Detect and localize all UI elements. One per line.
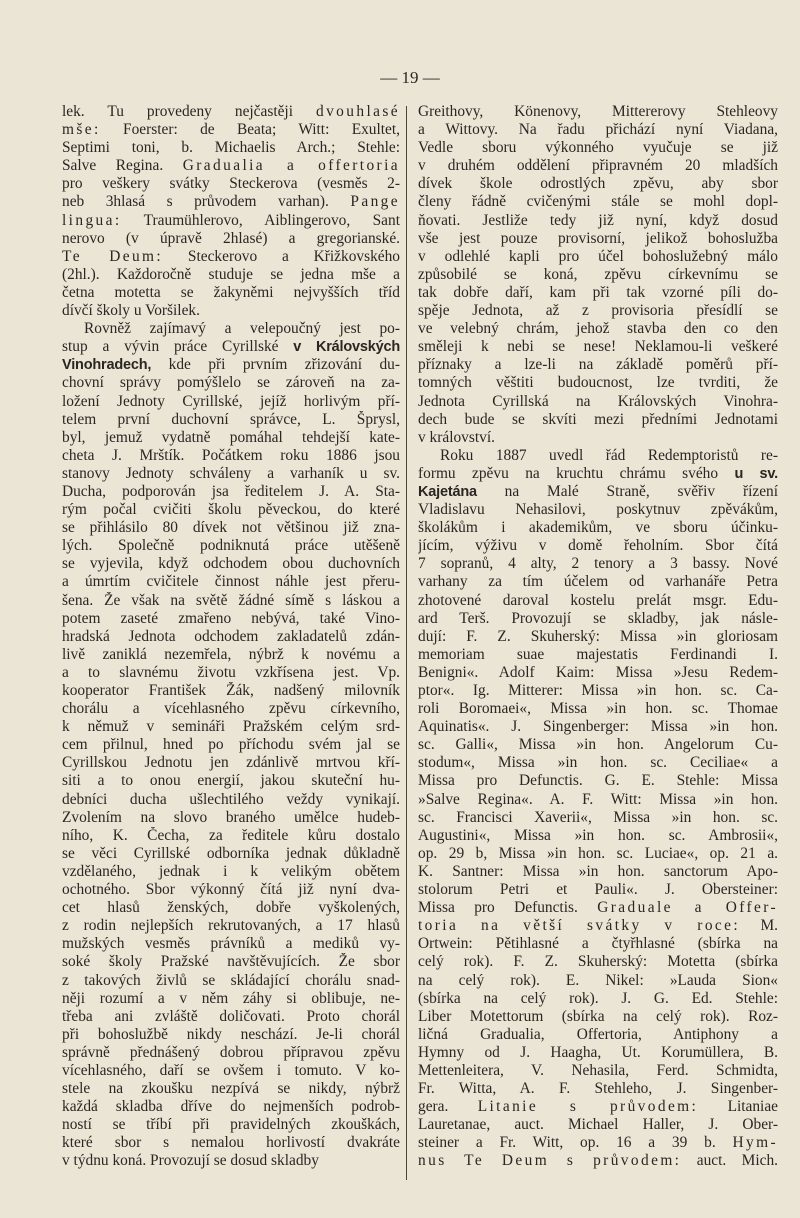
- text-line: [62, 1134, 400, 1152]
- text-line: [418, 1026, 778, 1044]
- text-line: [418, 1062, 778, 1080]
- text-line: [418, 266, 778, 284]
- text-line: [62, 953, 400, 971]
- text-line: [418, 103, 778, 121]
- text-run: mužských vesměs právníků a mediků vy-: [62, 935, 400, 953]
- text-run: chovní správy pomýšlelo se zároveň na za-: [62, 374, 400, 392]
- text-run: vše jest pouze provisorní, jelikož bohoslužba: [418, 229, 778, 247]
- text-line: [62, 682, 400, 700]
- text-run: Jednota Cyrillská na Královských Vinohra-: [418, 392, 778, 410]
- text-run: Cyrillskou Jednotu jen zdánlivě mrtvou kří-: [62, 754, 400, 772]
- text-run: lých. Společně podniknutá práce utěšeně: [62, 537, 400, 555]
- text-line: [418, 193, 778, 211]
- right-column: [418, 103, 778, 1171]
- text-run: Lauretanae, auct. Michael Haller, J. Ober-: [418, 1116, 778, 1134]
- text-run: Ortwein: Pětihlasné a čtyřhlasné (sbírka na: [418, 935, 778, 953]
- text-run: zhotovené daroval kostelu prelát msgr. Edu-: [418, 591, 778, 609]
- text-line: [418, 863, 778, 881]
- text-line: [418, 1152, 778, 1170]
- text-line: [418, 555, 778, 573]
- text-line: [62, 537, 400, 555]
- text-run: správně přednášený dobrou přípravou zpěvu: [62, 1043, 400, 1061]
- page-number: — 19 —: [380, 68, 440, 87]
- text-line: [62, 483, 400, 501]
- text-run: tomných věštiti budoucnost, lze tvrditi, že: [418, 374, 778, 392]
- text-run: v druhém oddělení připravném 20 mladších: [418, 157, 778, 175]
- text-line: [418, 230, 778, 248]
- text-run: gera.: [418, 1098, 478, 1116]
- text-line: [62, 1062, 400, 1080]
- text-line: [418, 628, 778, 646]
- left-column: [62, 103, 400, 1171]
- text-line: [418, 302, 778, 320]
- text-run: stele na zkoušku nezpívá se nikdy, nýbrž: [62, 1080, 400, 1098]
- text-line: [418, 429, 778, 447]
- text-line: [62, 374, 400, 392]
- spaced-text-run: mše:: [62, 121, 101, 139]
- text-line: [418, 483, 778, 501]
- text-run: stup a vývin práce Cyrillské: [62, 338, 294, 356]
- text-run: ňovati. Jestliže tedy již nyní, když dosud: [418, 211, 778, 229]
- spaced-text-run: Te Deum:: [62, 247, 164, 265]
- text-line: [62, 972, 400, 990]
- text-run: Benigni«. Adolf Kaim: Missa »Jesu Redem-: [418, 663, 778, 681]
- text-line: [418, 465, 778, 483]
- text-run: stanovy Jednoty schváleny a varhaník u sv.: [62, 464, 400, 482]
- text-run: ptor«. Ig. Mitterer: Missa »in hon. sc. Ca-: [418, 682, 778, 699]
- text-line: [62, 990, 400, 1008]
- text-run: něji rozumí a v něm záhy si oblibuje, ne-: [62, 989, 400, 1007]
- text-line: [418, 320, 778, 338]
- text-run: varhany za tím účelem od varhanáře Petra: [418, 573, 778, 591]
- text-run: pro veškery svátky Steckerova (vesměs 2-: [62, 175, 400, 193]
- text-line: [418, 718, 778, 736]
- text-run: na celý rok). E. Nikel: »Lauda Sion«: [418, 971, 778, 989]
- column-divider: [406, 106, 407, 1180]
- text-run: Septimi toni, b. Michaelis Arch.; Stehle:: [62, 139, 400, 157]
- text-run: memoriam suae majestatis Ferdinandi I.: [418, 645, 778, 663]
- text-run: debníci ducha ušlechtilého veždy vynikají.: [62, 790, 400, 808]
- text-line: [62, 519, 400, 537]
- text-run: vzdělaného, jednak i k velikým obětem: [62, 862, 400, 880]
- text-line: [418, 845, 778, 863]
- text-run: na Malé Straně, svěřiv řízení: [476, 482, 778, 500]
- text-line: [418, 537, 778, 555]
- text-line: [62, 791, 400, 809]
- spaced-text-run: toria na větší svátky v roce:: [418, 917, 741, 935]
- bold-text-run: u sv.: [734, 465, 778, 482]
- text-run: členy řádně cvičenými stále se mohl dopl-: [418, 193, 778, 211]
- text-line: [418, 157, 778, 175]
- text-run: M.: [740, 917, 778, 935]
- text-line: [418, 899, 778, 917]
- text-line: [418, 917, 778, 935]
- text-line: [418, 1008, 778, 1026]
- text-run: hradská Jednota odchodem zakladatelů zdán-: [62, 627, 400, 645]
- text-run: (2hl.). Každoročně studuje se jedna mše a: [62, 265, 400, 283]
- text-run: celý rok). F. Z. Skuherský: Motetta (sbírka: [418, 953, 778, 971]
- text-run: ností se tříbí při pravidelných zkouškách,: [62, 1116, 400, 1134]
- text-line: [62, 139, 400, 157]
- text-run: jícím, výživu v domě řeholním. Sbor čítá: [418, 537, 778, 555]
- text-run: livě zaniklá nezemřela, nýbrž k novému a: [62, 645, 400, 663]
- text-run: stodum«, Missa »in hon. sc. Ceciliae« a: [418, 754, 778, 772]
- text-line: [62, 592, 400, 610]
- text-run: k němuž v semináři Pražském celým srd-: [62, 718, 400, 736]
- text-line: [62, 1152, 400, 1170]
- text-line: [418, 393, 778, 411]
- text-run: dech bude se skvíti mezi předními Jednotami: [418, 410, 778, 428]
- text-line: [62, 157, 400, 175]
- text-run: šena. Že však na světě žádné símě s láskou a: [62, 591, 400, 609]
- text-line: [62, 1098, 400, 1116]
- text-run: vícehlasného, daří se ovšem i tomuto. V ko-: [62, 1061, 400, 1079]
- text-run: způsobilé se koná, zpěvu církevnímu se: [418, 265, 778, 283]
- text-line: [62, 447, 400, 465]
- text-line: [418, 1044, 778, 1062]
- text-run: K. Santner: Missa »in hon. sanctorum Apo-: [418, 862, 778, 880]
- text-run: školákům i akademikům, ve sboru účinku-: [418, 519, 778, 537]
- text-run: se věci Cyrillské odborníka jednak důkladně: [62, 844, 400, 862]
- text-run: každá skladba dříve do nejmenších podrob-: [62, 1098, 400, 1116]
- text-line: [418, 139, 778, 157]
- text-run: tak dobře daří, kam při tak vzorné píli do-: [418, 283, 778, 301]
- text-line: [62, 863, 400, 881]
- text-run: roli Boromaei«, Missa »in hon. sc. Thomae: [418, 700, 778, 718]
- text-run: Litaniae: [698, 1098, 778, 1116]
- text-line: [418, 121, 778, 139]
- text-line: [62, 248, 400, 266]
- text-line: [418, 248, 778, 266]
- text-line: [418, 791, 778, 809]
- text-run: příznaky a lze-li na základě poměrů pří-: [418, 356, 778, 374]
- text-line: [418, 284, 778, 302]
- text-line: [418, 736, 778, 754]
- text-run: při bohoslužbě nikdy neschází. Je-li chorál: [62, 1025, 400, 1043]
- text-line: [418, 573, 778, 591]
- text-line: [62, 700, 400, 718]
- text-run: 7 sopranů, 4 alty, 2 tenory a 3 bassy. Nové: [418, 555, 778, 573]
- text-run: které sbor s nemalou horlivostí dvakráte: [62, 1134, 400, 1152]
- text-run: neb 3hlasá s průvodem varhan).: [62, 193, 351, 211]
- text-line: [62, 1080, 400, 1098]
- text-run: spěje Jednota, až z provisoria přesídlí se: [418, 302, 778, 320]
- text-run: Foerster: de Beata; Witt: Exultet,: [100, 121, 400, 139]
- text-line: [418, 972, 778, 990]
- text-run: Traumühlerovo, Aiblingerovo, Sant: [121, 211, 400, 229]
- text-line: [418, 1098, 778, 1116]
- text-line: [418, 990, 778, 1008]
- text-run: Aquinatis«. J. Singenberger: Missa »in hon.: [418, 718, 778, 736]
- text-run: dují: F. Z. Skuherský: Missa »in gloriosam: [418, 627, 778, 645]
- text-run: steiner a Fr. Witt, op. 16 a 39 b.: [418, 1134, 733, 1152]
- text-line: [62, 212, 400, 230]
- text-run: Steckerovo a Křižkovského: [163, 247, 400, 265]
- text-run: Hymny od J. Haagha, Ut. Korumüllera, B.: [418, 1043, 778, 1061]
- text-run: Missa pro Defunctis. G. E. Stehle: Missa: [418, 772, 778, 790]
- text-run: siti a to onou energií, jakou skuteční hu-: [62, 772, 400, 790]
- text-line: [418, 447, 778, 465]
- text-line: [62, 103, 400, 121]
- text-line: [62, 193, 400, 211]
- text-run: Missa pro Defunctis.: [418, 899, 598, 917]
- text-run: sc. Francisci Xaverii«, Missa »in hon. sc.: [418, 808, 778, 826]
- text-run: dívčí školy u Voršilek.: [62, 302, 200, 320]
- text-run: auct. Mich.: [681, 1152, 778, 1170]
- text-run: a to slavnému životu vzkřísena jest. Vp.: [62, 663, 400, 681]
- text-run: nerovo (v úpravě 2hlasé) a gregorianské.: [62, 229, 400, 247]
- text-line: [62, 1008, 400, 1026]
- text-run: cem přilnul, hned po příchodu svém jal se: [62, 736, 400, 754]
- text-line: [62, 121, 400, 139]
- text-line: [62, 935, 400, 953]
- text-run: (sbírka na celý rok). J. G. Ed. Stehle:: [418, 989, 778, 1007]
- text-run: »Salve Regina«. A. F. Witt: Missa »in hon.: [418, 790, 778, 808]
- text-run: v týdnu koná. Provozují se dosud skladby: [62, 1152, 319, 1170]
- text-line: [418, 664, 778, 682]
- spaced-text-run: dvouhlasé: [315, 103, 400, 120]
- text-run: Augustini«, Missa »in hon. sc. Ambrosii«,: [418, 826, 778, 844]
- text-run: ličná Gradualia, Offertoria, Antiphony a: [418, 1025, 778, 1043]
- text-run: byl, jemuž vydatně pomáhal tehdejší kate-: [62, 428, 400, 446]
- text-line: [418, 881, 778, 899]
- text-line: [62, 1044, 400, 1062]
- text-line: [62, 411, 400, 429]
- text-line: [418, 501, 778, 519]
- text-line: [62, 429, 400, 447]
- text-run: směleji k nebi se nese! Neklamou-li veškeré: [418, 338, 778, 356]
- text-run: z takových živlů se skládající chorálu snad-: [62, 971, 400, 989]
- text-line: [62, 465, 400, 483]
- text-line: [62, 646, 400, 664]
- text-run: dívek škole odrostlých zpěvu, aby sbor: [418, 175, 778, 193]
- text-run: rým počal cvičiti školu pěveckou, do které: [62, 501, 400, 519]
- text-run: ve velebný chrám, jehož stavba den co den: [418, 320, 778, 338]
- text-line: [62, 284, 400, 302]
- text-run: op. 29 b, Missa »in hon. sc. Luciae«, op. 21 a.: [418, 844, 778, 862]
- text-run: třeba ani zvláště doličovati. Proto chorál: [62, 1007, 400, 1025]
- text-line: [418, 411, 778, 429]
- text-line: [62, 1116, 400, 1134]
- text-run: Zvolením na slovo braného umělce hudeb-: [62, 808, 400, 826]
- text-line: [418, 356, 778, 374]
- text-line: [62, 827, 400, 845]
- text-run: a úmrtím cvičitele činnost náhle jest přeru-: [62, 573, 400, 591]
- text-line: [62, 356, 400, 374]
- text-run: ložení Jednoty Cyrillské, jejíž horlivým pří-: [62, 392, 400, 410]
- text-run: Vladislavu Nehasilovi, poskytnuv zpěvákům,: [418, 501, 778, 519]
- text-line: [418, 374, 778, 392]
- text-line: [62, 664, 400, 682]
- text-line: [62, 899, 400, 917]
- text-run: soké školy Pražské navštěvujících. Že sbor: [62, 953, 400, 971]
- text-line: [418, 592, 778, 610]
- text-run: Mettenleitera, V. Nehasila, Ferd. Schmidta,: [418, 1061, 778, 1079]
- spaced-text-run: nus Te Deum s průvodem:: [418, 1152, 682, 1170]
- text-run: ard Terš. Provozují se skladby, jak násle-: [418, 609, 778, 627]
- text-line: [62, 175, 400, 193]
- text-line: [418, 338, 778, 356]
- text-line: [418, 772, 778, 790]
- bold-text-run: Vinohradech,: [62, 357, 152, 374]
- text-run: Liber Motettorum (sbírka na celý rok). Roz-: [418, 1007, 778, 1025]
- text-run: se přihlásilo 80 dívek not většinou již zna-: [62, 519, 400, 537]
- spaced-text-run: Graduale a Offer-: [597, 899, 778, 917]
- text-run: v království.: [418, 428, 495, 446]
- text-line: [62, 338, 400, 356]
- text-line: [62, 1026, 400, 1044]
- text-line: [62, 917, 400, 935]
- text-run: z rodin nejlepších rekrutovaných, a 17 hlasů: [62, 917, 400, 935]
- text-run: sc. Galli«, Missa »in hon. Angelorum Cu-: [418, 736, 778, 754]
- text-line: [418, 700, 778, 718]
- text-run: Fr. Witta, A. F. Stehleho, J. Singenber-: [418, 1080, 778, 1098]
- text-run: cet hlasů ženských, dobře vyškolených,: [62, 899, 400, 917]
- spaced-text-run: Gradualia a offertoria: [182, 157, 400, 175]
- text-line: [62, 393, 400, 411]
- bold-text-run: v Královských: [293, 339, 400, 356]
- text-line: [418, 935, 778, 953]
- spaced-text-run: Hym-: [732, 1134, 778, 1152]
- text-run: Salve Regina.: [62, 157, 183, 175]
- text-run: chorálu a vícehlasného zpěvu církevního,: [62, 700, 400, 718]
- text-run: cheta J. Mrštík. Počátkem roku 1886 jsou: [62, 446, 400, 464]
- text-line: [418, 1080, 778, 1098]
- text-line: [418, 809, 778, 827]
- text-line: [62, 845, 400, 863]
- text-run: potem zaseté zmařeno nebývá, také Vino-: [62, 609, 400, 627]
- text-line: [62, 610, 400, 628]
- text-line: [418, 175, 778, 193]
- text-run: stolorum Petri et Pauli«. J. Obersteiner:: [418, 881, 778, 899]
- text-run: v odlehlé kapli pro účel bohoslužebný málo: [418, 247, 778, 265]
- text-line: [62, 628, 400, 646]
- text-line: [418, 212, 778, 230]
- text-line: [62, 754, 400, 772]
- text-run: Rovněž zajímavý a velepoučný jest po-: [84, 320, 400, 338]
- text-line: [62, 573, 400, 591]
- text-line: [418, 754, 778, 772]
- spaced-text-run: Litanie s průvodem:: [477, 1098, 699, 1116]
- text-run: se vyjevila, když odchodem obou duchovních: [62, 555, 400, 573]
- text-run: formu zpěvu na kruchtu chrámu svého: [418, 464, 735, 482]
- text-line: [418, 682, 778, 700]
- text-line: [418, 610, 778, 628]
- text-line: [62, 266, 400, 284]
- text-run: ního, K. Čecha, za ředitele kůru dostalo: [62, 826, 400, 844]
- text-line: [62, 772, 400, 790]
- text-line: [62, 501, 400, 519]
- text-line: [62, 809, 400, 827]
- text-line: [418, 519, 778, 537]
- text-line: [62, 302, 400, 320]
- text-run: lek. Tu provedeny nejčastěji: [62, 103, 316, 120]
- text-line: [418, 1134, 778, 1152]
- text-run: Ducha, podporován jsa ředitelem J. A. Sta-: [62, 482, 400, 500]
- text-line: [418, 646, 778, 664]
- text-run: kooperator František Žák, nadšený milovník: [62, 682, 400, 699]
- spaced-text-run: lingua:: [62, 211, 122, 229]
- text-run: a Wittovy. Na řadu přichází nyní Viadana,: [418, 121, 778, 139]
- text-line: [62, 736, 400, 754]
- text-line: [62, 230, 400, 248]
- text-run: četna motetta se žakyněmi nejvyšších tříd: [62, 283, 400, 301]
- text-line: [62, 718, 400, 736]
- spaced-text-run: Pange: [350, 193, 400, 211]
- text-line: [62, 320, 400, 338]
- text-line: [418, 953, 778, 971]
- text-line: [418, 827, 778, 845]
- bold-text-run: Kajetána: [418, 483, 477, 500]
- text-run: Roku 1887 uvedl řád Redemptoristů re-: [440, 446, 778, 464]
- text-run: Vedle sboru výkonného vyučuje se již: [418, 139, 778, 157]
- text-line: [62, 555, 400, 573]
- text-run: Greithovy, Könenovy, Mittererovy Stehleovy: [418, 103, 778, 120]
- text-run: kde při prvním zřizování du-: [151, 356, 400, 374]
- text-run: telem první duchovní správce, L. Šprysl,: [62, 410, 400, 428]
- text-line: [62, 881, 400, 899]
- text-line: [418, 1116, 778, 1134]
- text-run: ochotného. Sbor výkonný čítá již nyní dva-: [62, 881, 400, 899]
